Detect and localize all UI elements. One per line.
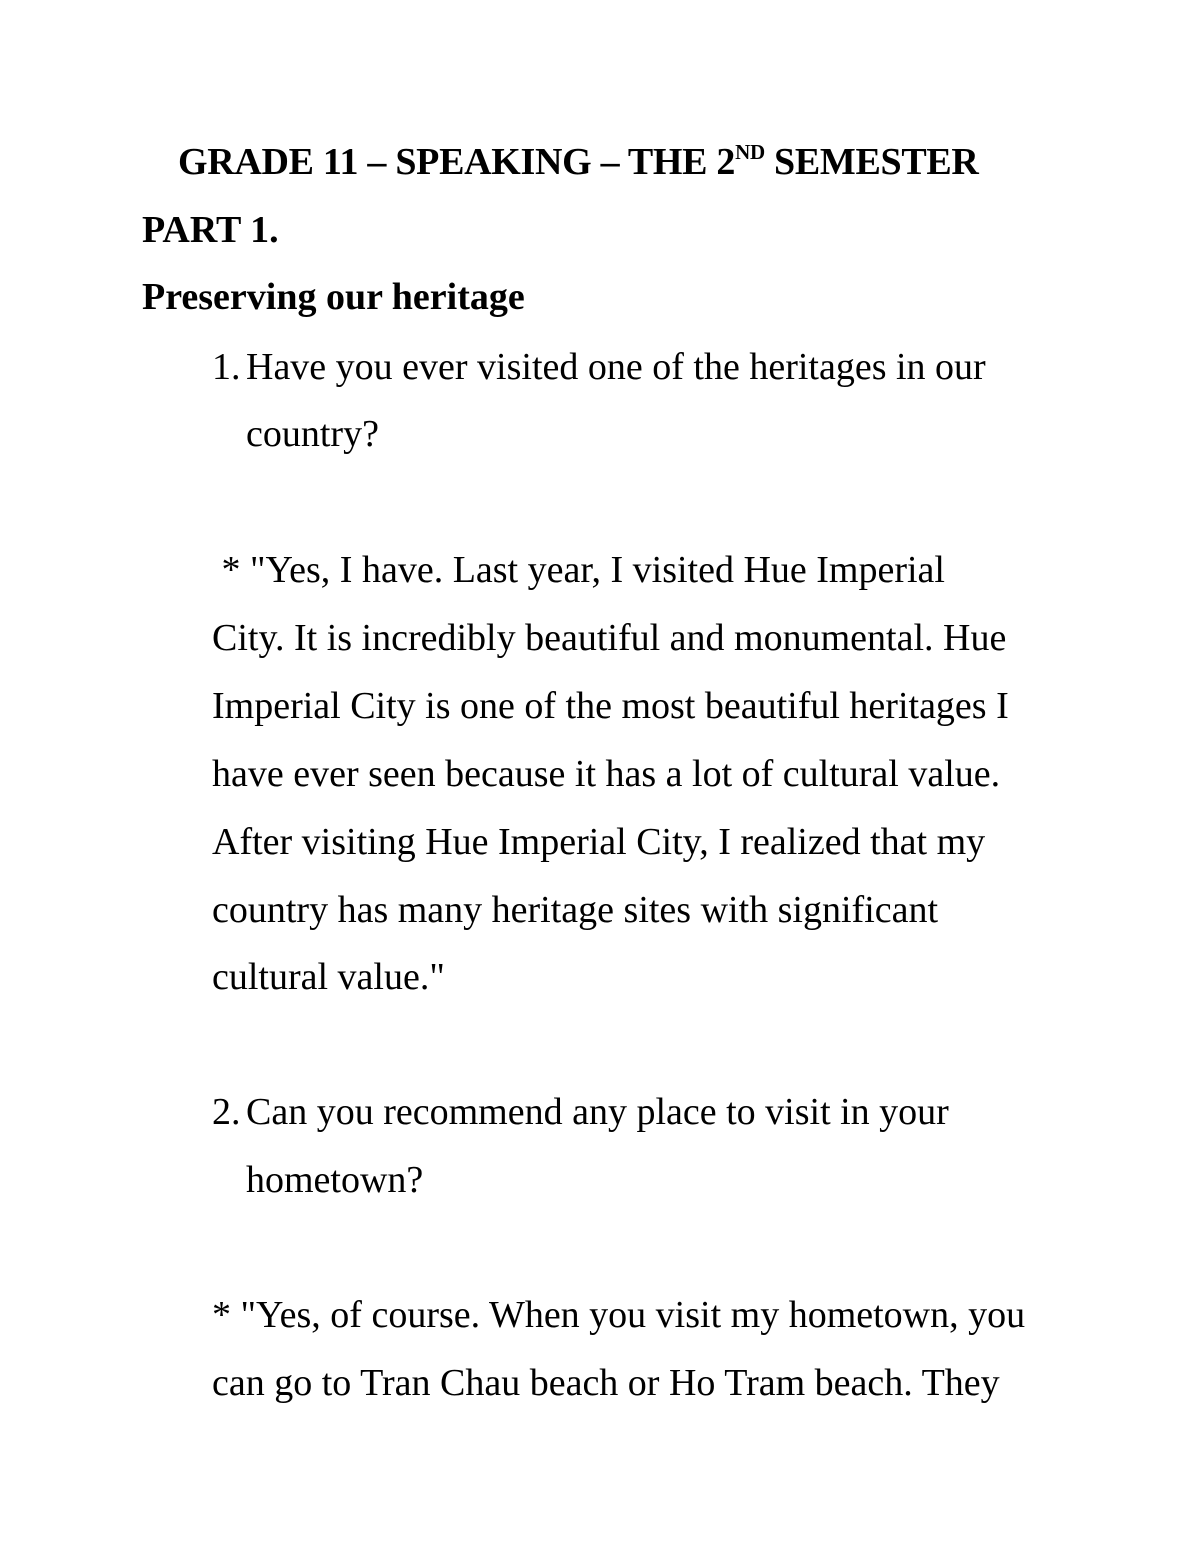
part-heading: PART 1. bbox=[142, 209, 279, 251]
question-number: 1. bbox=[212, 346, 241, 388]
question-number: 2. bbox=[212, 1091, 241, 1133]
answer-text-line: cultural value." bbox=[212, 956, 445, 998]
title-end: SEMESTER bbox=[764, 141, 979, 183]
title-main: GRADE 11 – SPEAKING – THE 2 bbox=[178, 141, 736, 183]
question-text-line: Can you recommend any place to visit in your bbox=[246, 1091, 949, 1133]
document-title bbox=[178, 140, 979, 184]
question-text-line: Have you ever visited one of the heritages in our bbox=[246, 346, 986, 388]
section-heading: Preserving our heritage bbox=[142, 276, 525, 318]
answer-text-line: After visiting Hue Imperial City, I realized that my bbox=[212, 821, 986, 863]
answer-text-line: have ever seen because it has a lot of cultural value. bbox=[212, 753, 1001, 795]
title-superscript: ND bbox=[735, 140, 765, 164]
answer-text-line: country has many heritage sites with significant bbox=[212, 889, 939, 931]
answer-text-line: * "Yes, I have. Last year, I visited Hue Imperial bbox=[212, 549, 945, 591]
question-text-line: country? bbox=[246, 413, 379, 455]
answer-text-line: * "Yes, of course. When you visit my hometown, you bbox=[212, 1294, 1026, 1336]
answer-text-line: can go to Tran Chau beach or Ho Tram beach. They bbox=[212, 1362, 1000, 1404]
answer-text-line: City. It is incredibly beautiful and monumental. Hue bbox=[212, 617, 1007, 659]
answer-text-line: Imperial City is one of the most beautiful heritages I bbox=[212, 685, 1009, 727]
question-text-line: hometown? bbox=[246, 1159, 424, 1201]
